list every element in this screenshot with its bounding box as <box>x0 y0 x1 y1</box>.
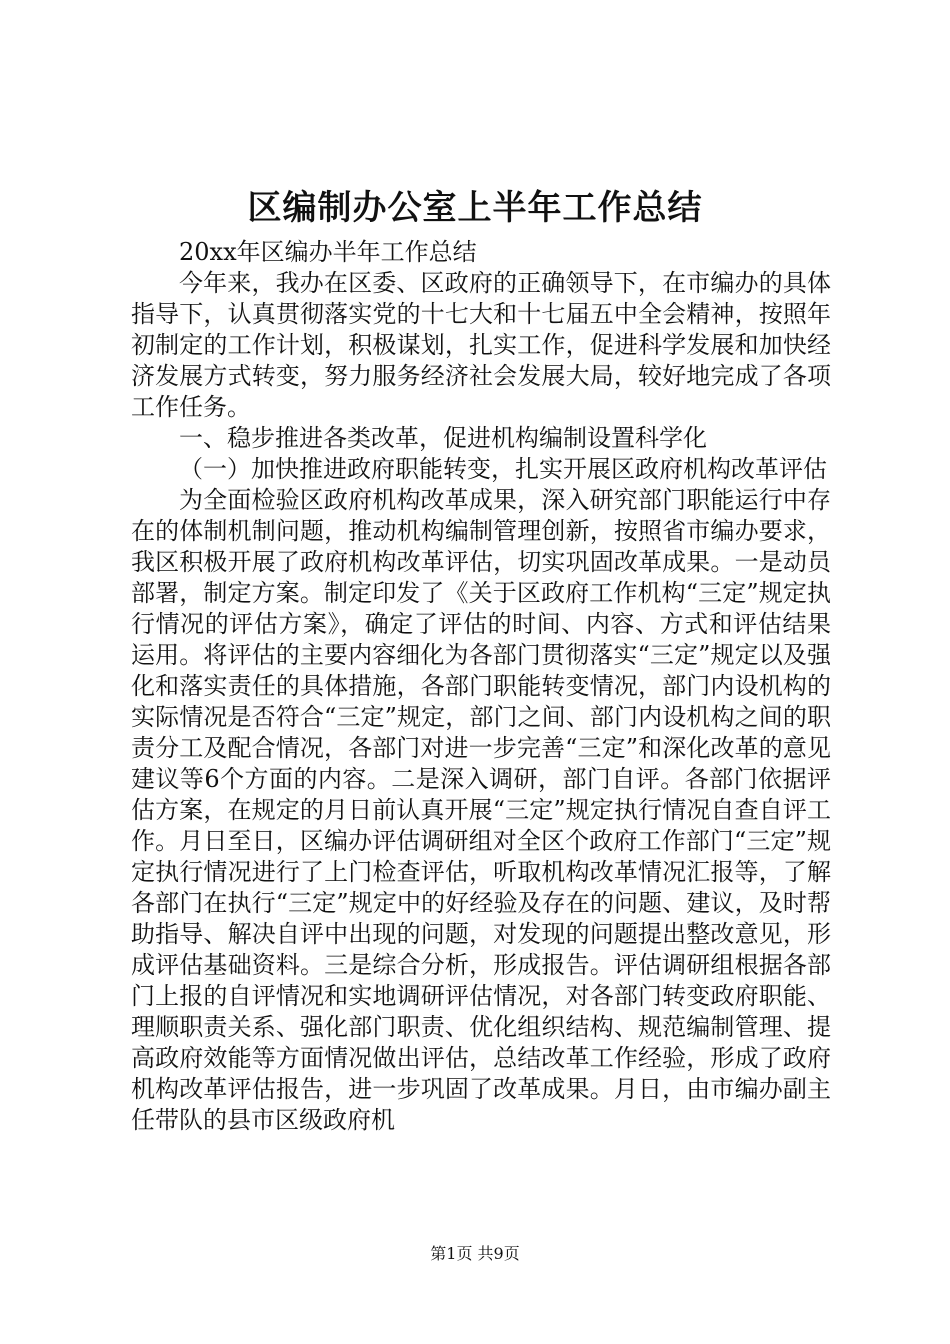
subsection-heading-1: （一）加快推进政府职能转变，扎实开展区政府机构改革评估 <box>179 455 827 483</box>
document-subtitle: 20xx年区编办半年工作总结 <box>179 238 477 266</box>
paragraph-intro: 今年来，我办在区委、区政府的正确领导下，在市编办的具体指导下，认真贯彻落实党的十七大和十七届五中全会精神，按照年初制定的工作计划，积极谋划，扎实工作，促进科学发展和加快经济发展方式转变，努力服务经济社会发展大局，较好地完成了各项工作任务。 <box>131 269 831 421</box>
section-heading-1: 一、稳步推进各类改革，促进机构编制设置科学化 <box>179 424 707 452</box>
paragraph-body-1: 为全面检验区政府机构改革成果，深入研究部门职能运行中存在的体制机制问题，推动机构编制管理创新，按照省市编办要求，我区积极开展了政府机构改革评估，切实巩固改革成果。一是动员部署，制定方案。制定印发了《关于区政府工作机构“三定”规定执行情况的评估方案》，确定了评估的时间、内容、方式和评估结果运用。将评估的主要内容细化为各部门贯彻落实“三定”规定以及强化和落实责任的具体措施，各部门职能转变情况，部门内设机构的实际情况是否符合“三定”规定，部门之间、部门内设机构之间的职责分工及配合情况，各部门对进一步完善“三定”和深化改革的意见建议等6个方面的内容。二是深入调研，部门自评。各部门依据评估方案，在规定的月日前认真开展“三定”规定执行情况自查自评工作。月日至日，区编办评估调研组对全区个政府工作部门“三定”规定执行情况进行了上门检查评估，听取机构改革情况汇报等，了解各部门在执行“三定”规定中的好经验及存在的问题、建议，及时帮助指导、解决自评中出现的问题，对发现的问题提出整改意见，形成评估基础资料。三是综合分析，形成报告。评估调研组根据各部门上报的自评情况和实地调研评估情况，对各部门转变政府职能、理顺职责关系、强化部门职责、优化组织结构、规范编制管理、提高政府效能等方面情况做出评估，总结改革工作经验，形成了政府机构改革评估报告，进一步巩固了改革成果。月日，由市编办副主任带队的县市区级政府机 <box>131 486 831 1134</box>
document-title: 区编制办公室上半年工作总结 <box>247 188 703 228</box>
page-footer: 第1页 共9页 <box>430 1244 520 1263</box>
document-body <box>131 237 831 1136</box>
